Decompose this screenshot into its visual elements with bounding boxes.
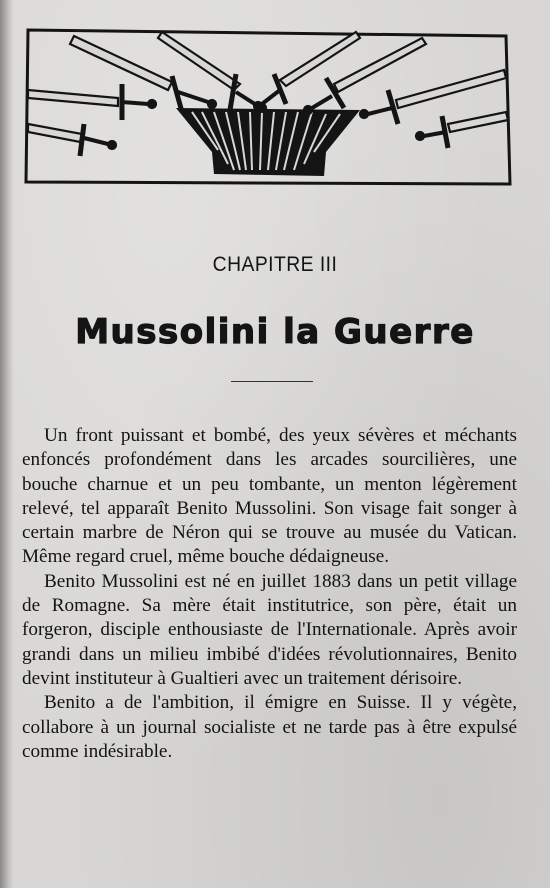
anvil-shape xyxy=(176,108,360,176)
paragraph: Un front puissant et bombé, des yeux sévères et méchants enfoncés profondément dans les arcades sourcilières, une bouche charnue et un peu tombante, un menton légèrement relevé, tel apparaît Benito Mussolini. Son visage fait songer à certain marbre de Néron qui se trouve au musée du Vatican. Même regard cruel, même bouche dédaigneuse. xyxy=(22,425,517,568)
swords-and-anvil-icon xyxy=(22,24,512,190)
chapter-label: CHAPITRE III xyxy=(212,253,338,276)
body-text xyxy=(22,424,517,764)
paragraph: Benito a de l'ambition, il émigre en Suisse. Il y végète, collabore à un journal socialiste et ne tarde pas à être expulsé comme indésirable. xyxy=(22,692,517,762)
paragraph: Benito Mussolini est né en juillet 1883 dans un petit village de Romagne. Sa mère était institutrice, son père, était un forgeron, disciple enthousiaste de l'Internationale. Après avoir grandi dans un milieu imbibé d'idées révolutionnaires, Benito devint instituteur à Gualtieri avec un traitement dérisoire. xyxy=(22,570,517,689)
chapter-title: Mussolini la Guerre xyxy=(75,312,475,352)
title-divider xyxy=(231,381,313,382)
page-gutter-shadow xyxy=(0,0,14,888)
